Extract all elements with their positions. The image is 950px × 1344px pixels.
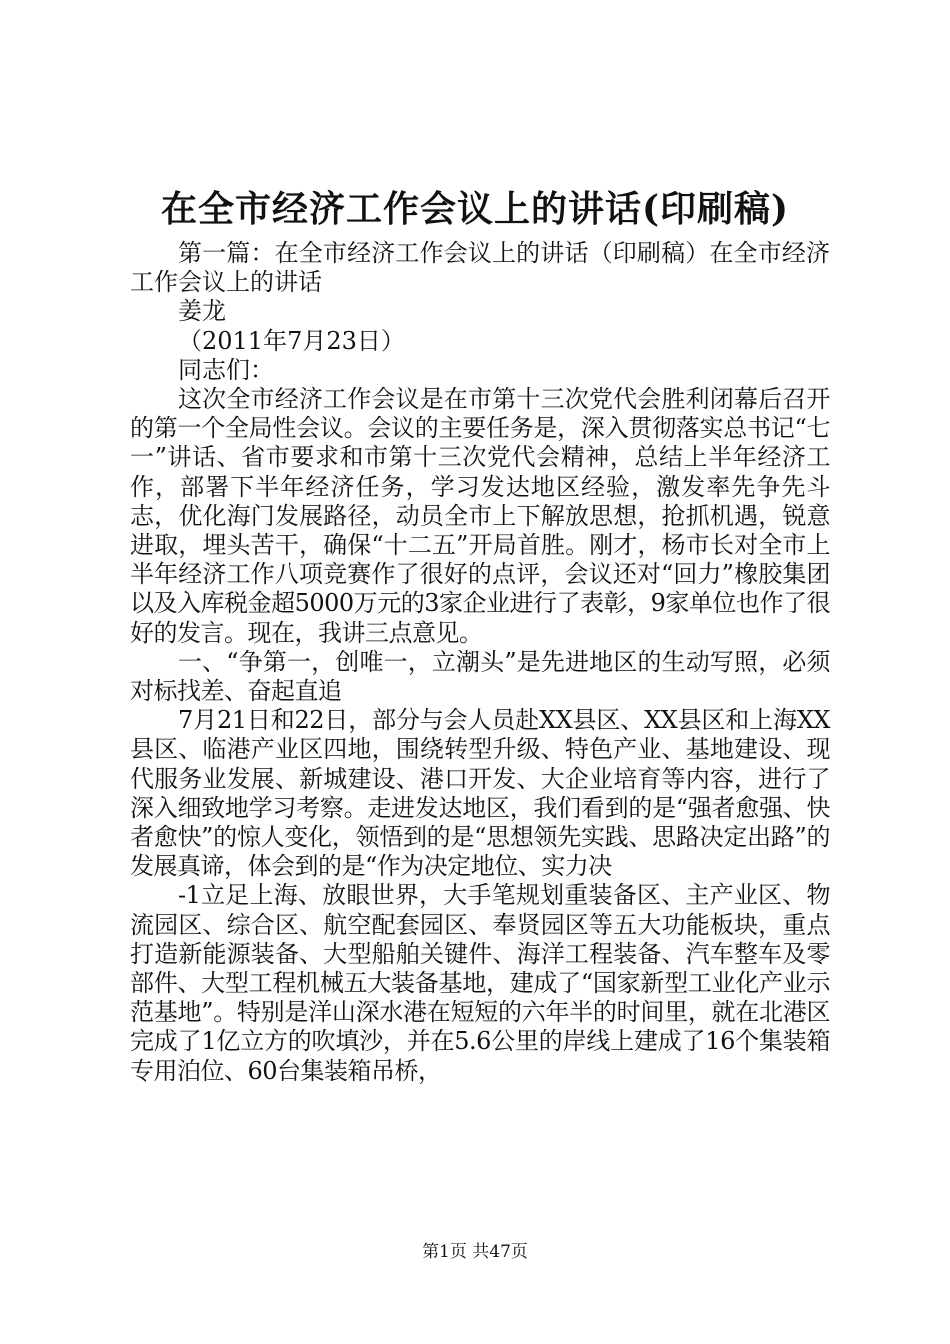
paragraph-heading-line: 第一篇：在全市经济工作会议上的讲话（印刷稿）在全市经济工作会议上的讲话	[130, 239, 830, 297]
document-title: 在全市经济工作会议上的讲话(印刷稿)	[160, 188, 790, 230]
paragraph-section-one-heading: 一、“争第一，创唯一，立潮头”是先进地区的生动写照，必须对标找差、奋起直追	[130, 647, 830, 706]
document-body	[130, 239, 830, 1086]
paragraph-intro: 这次全市经济工作会议是在市第十三次党代会胜利闭幕后召开的第一个全局性会议。会议的主要任务是，深入贯彻落实总书记“七一”讲话、省市要求和市第十三次党代会精神，总结上半年经济工作，部署下半年经济任务，学习发达地区经验，激发率先争先斗志，优化海门发展路径，动员全市上下解放思想，抢抓机遇，锐意进取，埋头苦干，确保“十二五”开局首胜。刚才，杨市长对全市上半年经济工作八项竞赛作了很好的点评，会议还对“回力”橡胶集团以及入库税金超5000万元的3家企业进行了表彰，9家单位也作了很好的发言。现在，我讲三点意见。	[130, 385, 830, 647]
paragraph-salutation: 同志们：	[178, 355, 274, 384]
paragraph-study-tour: 7月21日和22日，部分与会人员赴XX县区、XX县区和上海XX县区、临港产业区四地，围绕转型升级、特色产业、基地建设、现代服务业发展、新城建设、港口开发、大企业培育等内容，进行了深入细致地学习考察。走进发达地区，我们看到的是“强者愈强、快者愈快”的惊人变化，领悟到的是“思想领先实践、思路决定出路”的发展真谛，体会到的是“作为决定地位、实力决	[130, 706, 830, 881]
page-number-footer: 第1页 共47页	[422, 1242, 528, 1262]
paragraph-date: （2011年7月23日）	[178, 326, 405, 355]
paragraph-author: 姜龙	[178, 297, 226, 326]
paragraph-lingang: -1立足上海、放眼世界，大手笔规划重装备区、主产业区、物流园区、综合区、航空配套园区、奉贤园区等五大功能板块，重点打造新能源装备、大型船舶关键件、海洋工程装备、汽车整车及零部件、大型工程机械五大装备基地，建成了“国家新型工业化产业示范基地”。特别是洋山深水港在短短的六年半的时间里，就在北港区完成了1亿立方的吹填沙，并在5.6公里的岸线上建成了16个集装箱专用泊位、60台集装箱吊桥，	[130, 881, 830, 1085]
